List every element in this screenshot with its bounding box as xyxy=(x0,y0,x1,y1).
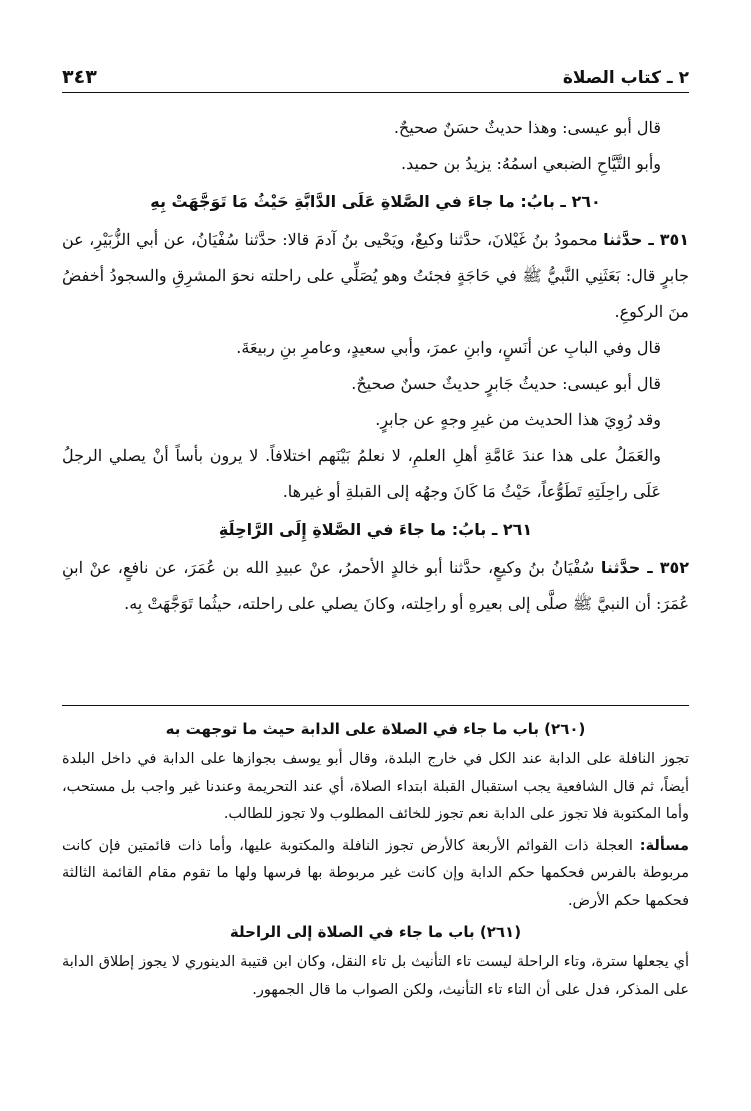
page-header xyxy=(62,58,689,88)
commentary-issue xyxy=(62,833,689,916)
paragraph: قال أبو عيسى: وهذا حديثٌ حسَنٌ صحيحٌ. xyxy=(393,118,661,137)
issue-label: مسألة: xyxy=(639,837,690,854)
chapter-heading-261: ٢٦١ ـ بابُ: ما جاءَ في الصَّلاةِ إِلَى الرَّاحِلَةِ xyxy=(218,520,533,539)
commentary-paragraph: أي يجعلها سترة، وتاء الراحلة ليست تاء التأنيث بل تاء النقل، وكان ابن قتيبة الدينوري لا يجوز إطلاق الدابة على المذكر، فدل على أن التاء تاء التأنيث، ولكن الصواب ما قال الجمهور. xyxy=(62,954,689,998)
hadith-number: ٣٥١ ـ حدَّثنا xyxy=(603,230,689,249)
paragraph: قال وفي البابِ عن أنَسٍ، وابنِ عمرَ، وأبي سعيدٍ، وعامرِ بنِ ربيعَةَ. xyxy=(236,338,661,357)
issue-text: العجلة ذات القوائم الأربعة كالأرض تجوز النافلة والمكتوبة عليها، وأما ذات قائمتين فإن كانت مربوطة بالفرس فحكمها حكم الدابة وإن كانت غير مربوطة بها فرسها ولها ما تقوم مقام القائمة الثالثة فحكمها حكم الأرض. xyxy=(62,837,689,909)
paragraph: وأبو التَّيَّاحِ الضبعي اسمُهُ: يزيدُ بن حميد. xyxy=(401,154,661,173)
hadith-text: محمودُ بنُ غَيْلانَ، حدَّثنا وكيعٌ، ويَحْيى بنُ آدمَ قالا: حدَّثنا سُفْيَانُ، عن أبي الزُّبَيْرِ، عن جابرٍ قال: بَعَثَنِي النَّبيُّ ﷺ في حَاجَةٍ فجئتُ وهو يُصَلِّي على راحلته نحوَ المشرِقِ والسجودُ أخفضُ منَ الركوعِ. xyxy=(62,230,689,321)
page-number: ٣٤٣ xyxy=(62,66,97,88)
commentary-heading-261: (٢٦١) باب ما جاء في الصلاة إلى الراحلة xyxy=(229,923,522,941)
hadith-text: سُفْيَانُ بنُ وكيعٍ، حدَّثنا أبو خالدٍ الأحمرُ، عنْ عبيدِ الله بن عُمَرَ، عن نافعٍ، عنْ ابنِ عُمَرَ: أن النبيَّ ﷺ صلَّى إلى بعيرهِ أو راحِلته، وكانَ يصلي على راحلته، حيثُما تَوَجَّهَتْ بِه. xyxy=(62,558,689,613)
paragraph: قال أبو عيسى: حديثُ جَابرٍ حديثٌ حسنٌ صحيحٌ. xyxy=(351,374,661,393)
paragraph: والعَمَلُ على هذا عندَ عَامَّةِ أهلِ العلمِ، لا نعلمُ بَيْنَهم اختلافاً. لا يرون بأساً أنْ يصلي الرجلُ عَلَى راحِلَتِهِ تَطَوُّعاً، حَيْثُ مَا كَانَ وجهُه إلى القبلةِ أو غيرها. xyxy=(62,446,661,501)
hadith-351 xyxy=(62,222,689,330)
header-rule xyxy=(62,92,689,93)
hadith-number: ٣٥٢ ـ حدَّثنا xyxy=(600,558,689,577)
commentary-section xyxy=(62,712,689,1004)
footnote-divider xyxy=(62,705,689,706)
chapter-heading-260: ٢٦٠ ـ بابُ: ما جاءَ في الصَّلاةِ عَلَى الدَّابَّةِ حَيْثُ مَا تَوَجَّهَتْ بِهِ xyxy=(150,192,601,211)
commentary-paragraph: تجوز النافلة على الدابة عند الكل في خارج البلدة، وقال أبو يوسف بجوازها على الدابة في داخل البلدة أيضاً، ثم قال الشافعية يجب استقبال القبلة ابتداء الصلاة، أي عند التحريمة وعندنا غير واجب بل مستحب، وأما المكتوبة فلا تجوز على الدابة نعم تجوز للخائف المطلوب ولا تجوز للطالب. xyxy=(62,751,689,822)
hadith-352 xyxy=(62,550,689,622)
running-title: ٢ ـ كتاب الصلاة xyxy=(562,68,689,88)
main-text xyxy=(62,110,689,622)
paragraph: وقد رُوِيَ هذا الحديث من غيرِ وجهٍ عن جابرٍ. xyxy=(375,410,661,429)
commentary-heading-260: (٢٦٠) باب ما جاء في الصلاة على الدابة حيث ما توجهت به xyxy=(165,720,586,738)
